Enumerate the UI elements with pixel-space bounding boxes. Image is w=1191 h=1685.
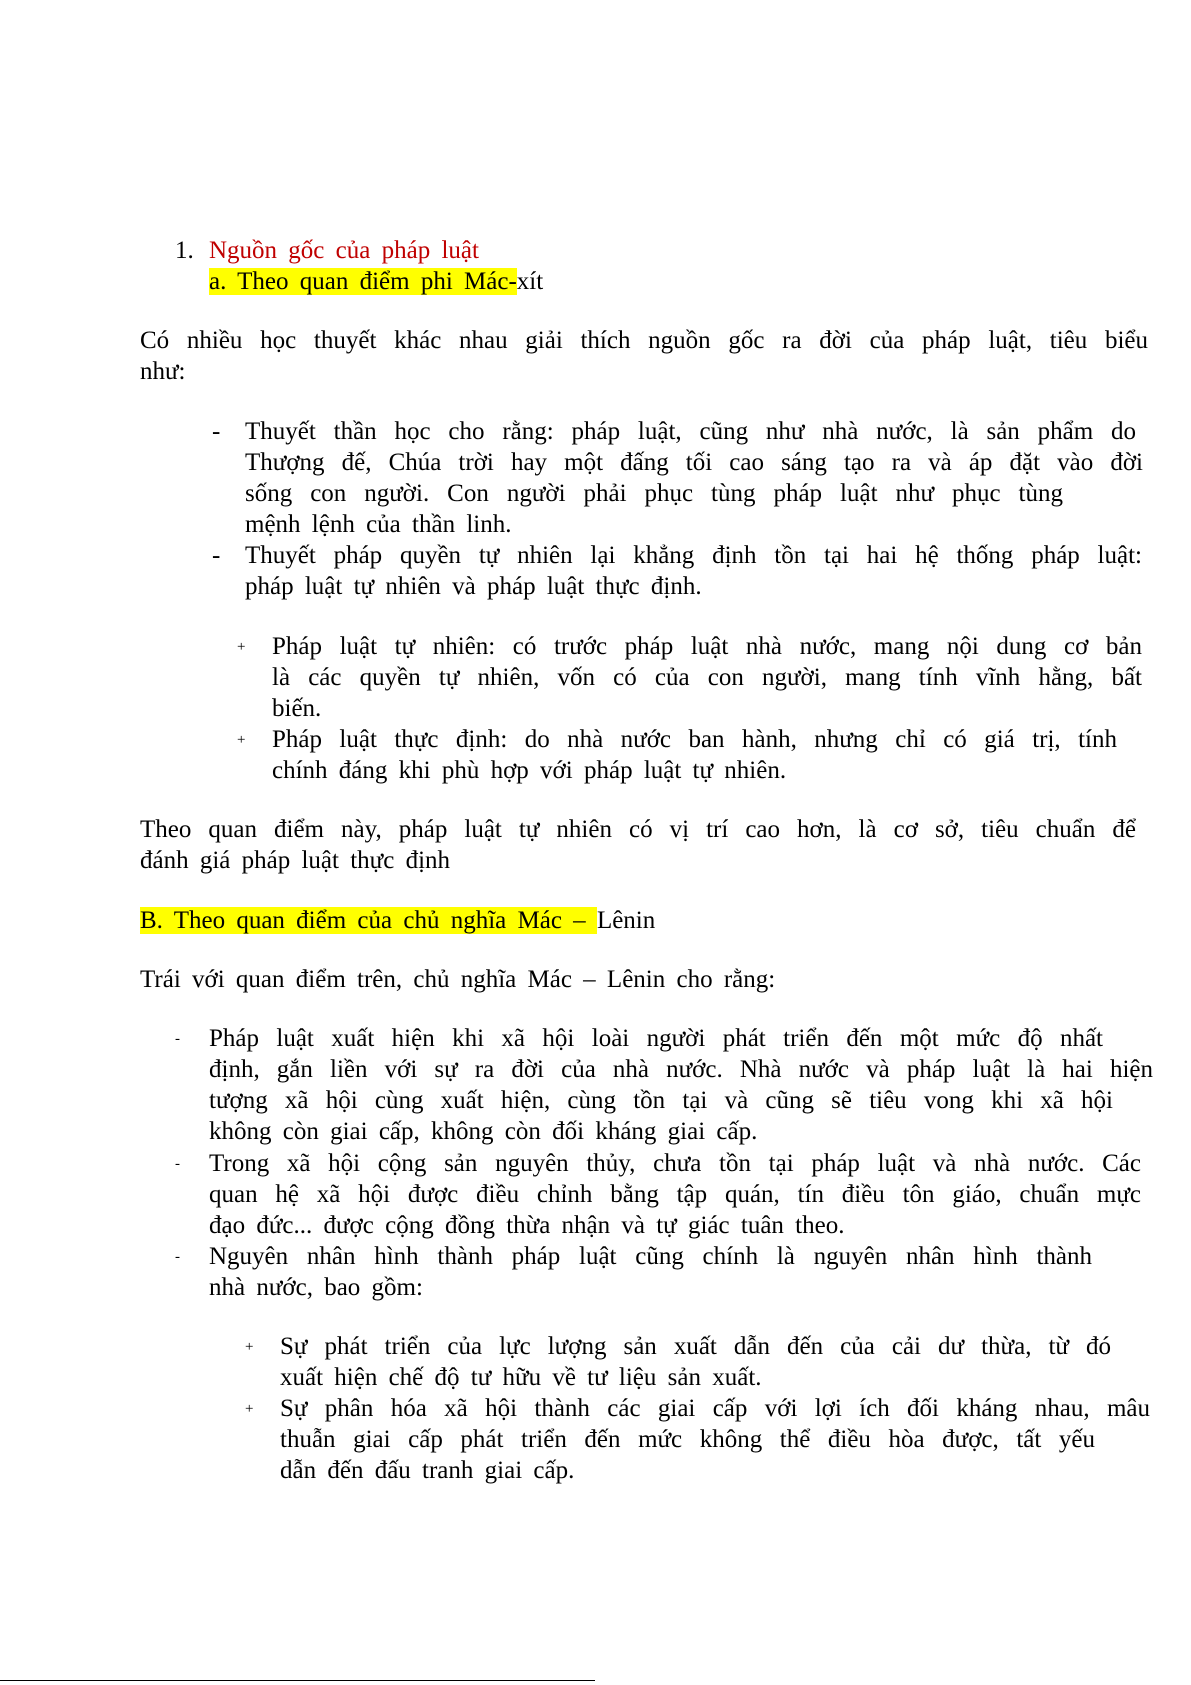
section-b-heading <box>140 906 655 936</box>
marxist-2-line-3: đạo đức... được cộng đồng thừa nhận và tự giác tuân theo. <box>209 1212 845 1239</box>
subheading-a <box>209 267 543 297</box>
natural-law-1-bullet: + <box>237 639 246 655</box>
marxist-3-bullet: - <box>175 1249 180 1265</box>
theory-1-line-4: mệnh lệnh của thần linh. <box>245 511 512 538</box>
theory-2-line-2: pháp luật tự nhiên và pháp luật thực định. <box>245 573 702 600</box>
subheading-a-rest: xít <box>516 268 544 295</box>
natural-law-1-line-3: biến. <box>272 695 322 722</box>
natural-law-2-bullet: + <box>237 732 246 748</box>
theory-1-bullet: - <box>212 418 221 445</box>
intro-line-2: như: <box>140 358 186 385</box>
marxist-intro: Trái với quan điểm trên, chủ nghĩa Mác – Lênin cho rằng: <box>140 966 776 993</box>
natural-law-1-line-2: là các quyền tự nhiên, vốn có của con người, mang tính vĩnh hằng, bất <box>272 664 1142 691</box>
natural-law-2-line-2: chính đáng khi phù hợp với pháp luật tự nhiên. <box>272 757 787 784</box>
theory-1-line-2: Thượng đế, Chúa trời hay một đấng tối cao sáng tạo ra và áp đặt vào đời <box>245 449 1143 476</box>
marxist-3-line-1: Nguyên nhân hình thành pháp luật cũng chính là nguyên nhân hình thành <box>209 1243 1092 1270</box>
subheading-a-highlight: a. Theo quan điểm phi Mác- <box>209 268 517 295</box>
marxist-1-line-3: tượng xã hội cùng xuất hiện, cùng tồn tại và cũng sẽ tiêu vong khi xã hội <box>209 1087 1113 1114</box>
cause-1-bullet: + <box>245 1339 254 1355</box>
intro-line-1: Có nhiều học thuyết khác nhau giải thích nguồn gốc ra đời của pháp luật, tiêu biểu <box>140 327 1148 354</box>
theory-1-line-1: Thuyết thần học cho rằng: pháp luật, cũng như nhà nước, là sản phẩm do <box>245 418 1136 445</box>
theory-2-bullet: - <box>212 542 221 569</box>
natural-law-2-line-1: Pháp luật thực định: do nhà nước ban hành, nhưng chỉ có giá trị, tính <box>272 726 1117 753</box>
marxist-1-line-4: không còn giai cấp, không còn đối kháng giai cấp. <box>209 1118 758 1145</box>
marxist-3-line-2: nhà nước, bao gồm: <box>209 1274 423 1301</box>
marxist-2-bullet: - <box>175 1156 180 1172</box>
natural-law-1-line-1: Pháp luật tự nhiên: có trước pháp luật nhà nước, mang nội dung cơ bản <box>272 633 1142 660</box>
cause-2-line-1: Sự phân hóa xã hội thành các giai cấp với lợi ích đối kháng nhau, mâu <box>280 1395 1150 1422</box>
footnote-divider <box>0 1680 595 1681</box>
cause-2-line-2: thuẫn giai cấp phát triển đến mức không thể điều hòa được, tất yếu <box>280 1426 1095 1453</box>
cause-1-line-2: xuất hiện chế độ tư hữu về tư liệu sản xuất. <box>280 1364 762 1391</box>
conclusion-line-1: Theo quan điểm này, pháp luật tự nhiên có vị trí cao hơn, là cơ sở, tiêu chuẩn để <box>140 816 1136 843</box>
heading-title: Nguồn gốc của pháp luật <box>209 237 479 264</box>
section-b-highlight: B. Theo quan điểm của chủ nghĩa Mác – <box>140 907 597 934</box>
marxist-1-line-1: Pháp luật xuất hiện khi xã hội loài người phát triển đến một mức độ nhất <box>209 1025 1103 1052</box>
theory-2-line-1: Thuyết pháp quyền tự nhiên lại khẳng định tồn tại hai hệ thống pháp luật: <box>245 542 1142 569</box>
marxist-2-line-2: quan hệ xã hội được điều chỉnh bằng tập quán, tín điều tôn giáo, chuẩn mực <box>209 1181 1141 1208</box>
theory-1-line-3: sống con người. Con người phải phục tùng pháp luật như phục tùng <box>245 480 1063 507</box>
section-b-rest: Lênin <box>596 907 656 934</box>
cause-2-line-3: dẫn đến đấu tranh giai cấp. <box>280 1457 575 1484</box>
cause-1-line-1: Sự phát triển của lực lượng sản xuất dẫn đến của cải dư thừa, từ đó <box>280 1333 1111 1360</box>
marxist-1-bullet: - <box>175 1031 180 1047</box>
cause-2-bullet: + <box>245 1401 254 1417</box>
marxist-1-line-2: định, gắn liền với sự ra đời của nhà nước. Nhà nước và pháp luật là hai hiện <box>209 1056 1153 1083</box>
marxist-2-line-1: Trong xã hội cộng sản nguyên thủy, chưa tồn tại pháp luật và nhà nước. Các <box>209 1150 1141 1177</box>
conclusion-line-2: đánh giá pháp luật thực định <box>140 847 451 874</box>
heading-number: 1. <box>175 237 194 264</box>
